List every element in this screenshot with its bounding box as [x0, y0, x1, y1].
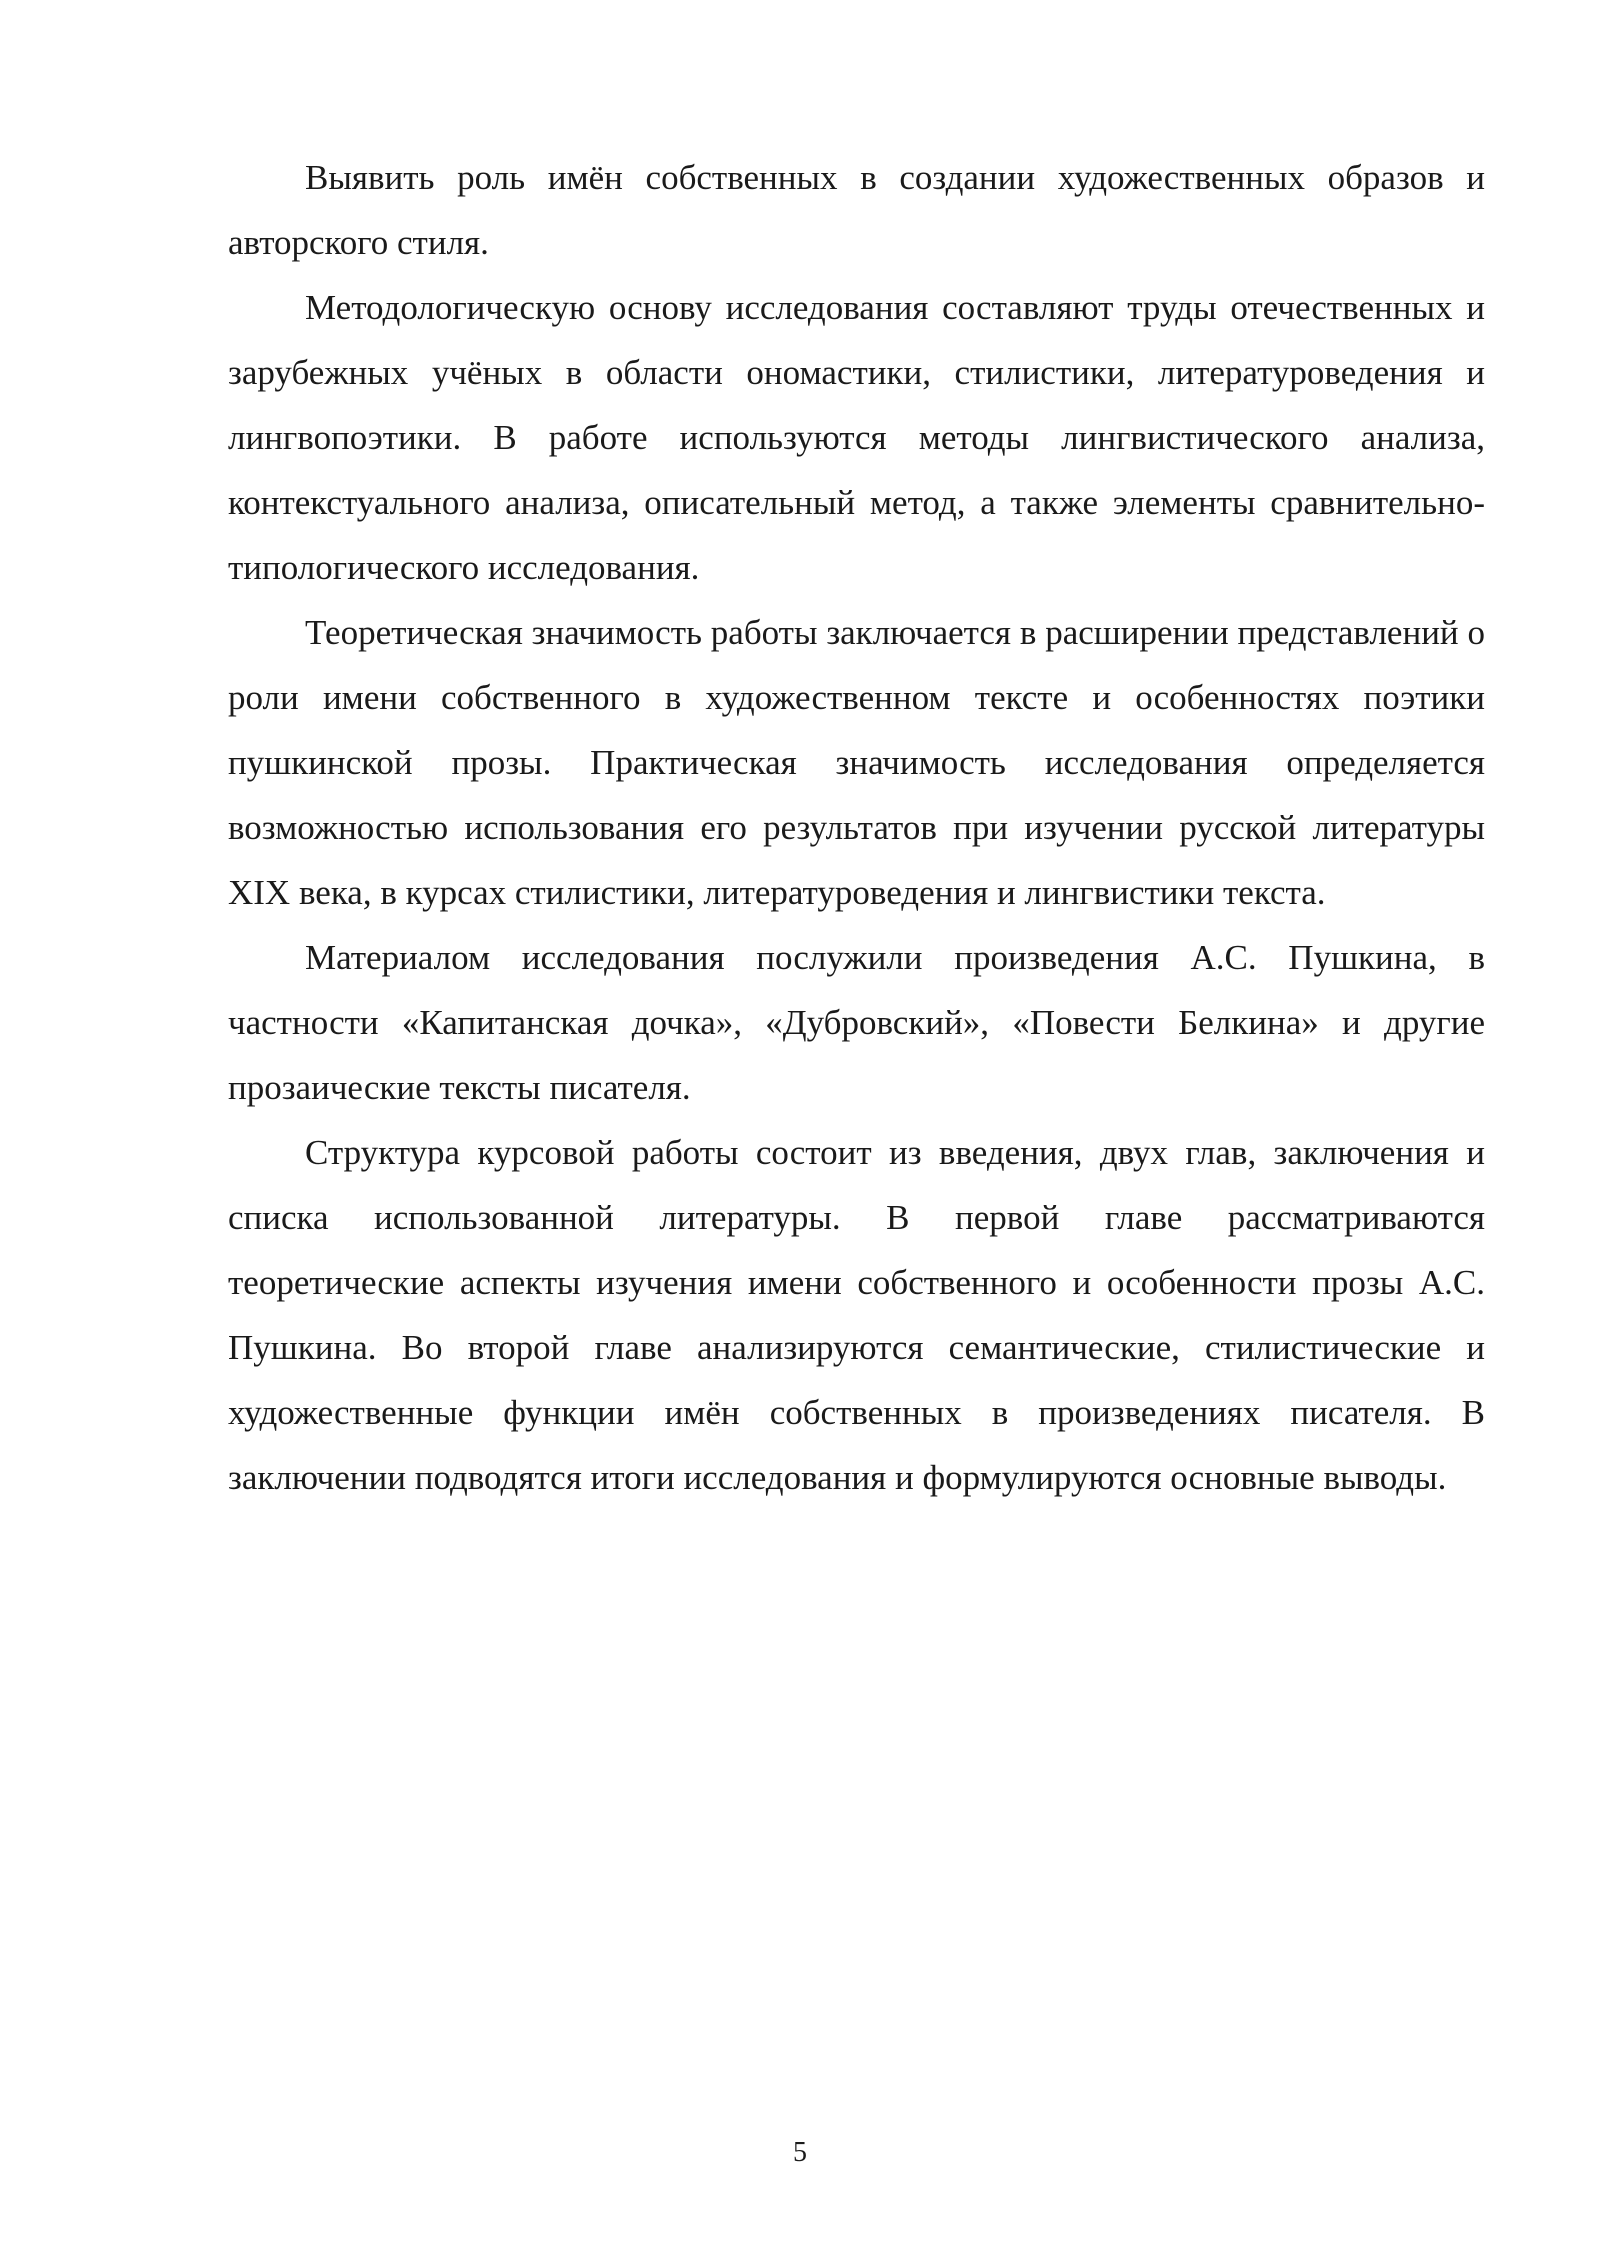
- paragraph-material: Материалом исследования послужили произведения А.С. Пушкина, в частности «Капитанская дочка», «Дубровский», «Повести Белкина» и другие прозаические тексты писателя.: [228, 938, 1485, 1107]
- body-text: [228, 145, 1485, 1510]
- paragraph-structure: Структура курсовой работы состоит из введения, двух глав, заключения и списка использованной литературы. В первой главе рассматриваются теоретические аспекты изучения имени собственного и особенности прозы А.С. Пушкина. Во второй главе анализируются семантические, стилистические и художественные функции имён собственных в произведениях писателя. В заключении подводятся итоги исследования и формулируются основные выводы.: [228, 1133, 1485, 1497]
- paragraph-significance: Теоретическая значимость работы заключается в расширении представлений о роли имени собственного в художественном тексте и особенностях поэтики пушкинской прозы. Практическая значимость исследования определяется возможностью использования его результатов при изучении русской литературы XIX века, в курсах стилистики, литературоведения и лингвистики текста.: [228, 613, 1485, 912]
- paragraph-methodology: Методологическую основу исследования составляют труды отечественных и зарубежных учёных в области ономастики, стилистики, литературоведения и лингвопоэтики. В работе используются методы лингвистического анализа, контекстуального анализа, описательный метод, а также элементы сравнительно-типологического исследования.: [228, 288, 1485, 587]
- paragraph-goal: Выявить роль имён собственных в создании художественных образов и авторского стиля.: [228, 158, 1485, 262]
- page-number: 5: [793, 2137, 807, 2168]
